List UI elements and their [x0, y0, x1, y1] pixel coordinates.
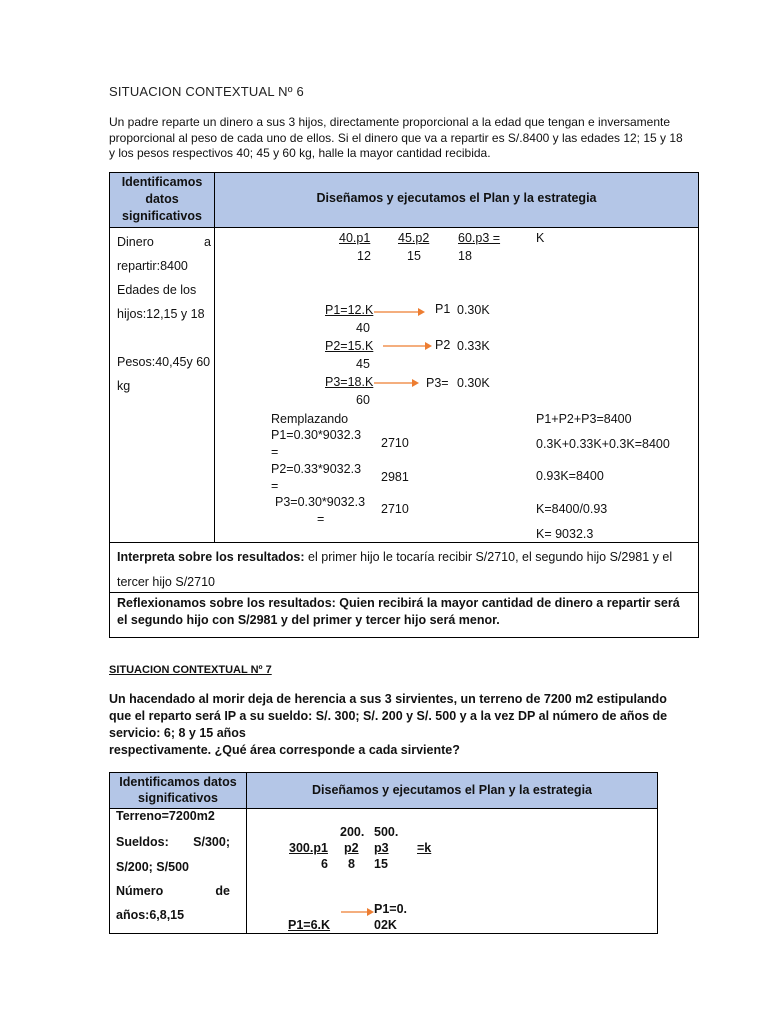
reflexion-label: Reflexionamos sobre los resultados:: [117, 596, 336, 610]
data-ages: Edades de los hijos:12,15 y 18: [117, 283, 205, 321]
s7-frac1-numerator: 300.p1: [289, 841, 328, 855]
section-7-problem-main: Un hacendado al morir deja de herencia a sus 3 sirvientes, un terreno de 7200 m2 estipulando que el reparto será IP a su sueldo: S/. 300; S/. 200 y S/. 500 y a la vez DP al número de años de servicio: 6; 8 y 15 años: [109, 692, 668, 740]
r2-equals: =: [271, 479, 279, 493]
sum-equation-5: K= 9032.3: [536, 527, 594, 541]
s7-equals-k: =k: [417, 841, 432, 855]
table-7-header-left: Identificamos datos significativos: [119, 775, 237, 805]
r3-value: 2710: [381, 502, 409, 516]
sum-equation-4: K=8400/0.93: [536, 502, 608, 516]
sum-equation-1: P1+P2+P3=8400: [536, 412, 632, 426]
interpreta-row: [117, 545, 691, 595]
arrow-right-icon: [383, 340, 433, 352]
section-7-problem: [109, 691, 669, 759]
section-6-title: SITUACION CONTEXTUAL Nº 6: [109, 84, 304, 99]
s7-frac2-denominator: 8: [348, 857, 355, 871]
table-7-header-right: Diseñamos y ejecutamos el Plan y la estrategia: [312, 783, 592, 797]
p3-denominator: 60: [356, 393, 370, 407]
table-6-header-left: Identificamos datos significativos: [121, 175, 203, 223]
r3-expression: P3=0.30*9032.3: [275, 495, 366, 509]
s7-frac2-top: 200.: [340, 825, 365, 839]
s7-frac3-denominator: 15: [374, 857, 388, 871]
reflexion-row: [117, 595, 693, 629]
s7-frac2-numerator: p2: [344, 841, 359, 855]
data-terreno: Terreno=7200m2: [116, 809, 215, 823]
p2-expression: P2=15.K: [325, 339, 374, 353]
section-6-problem: Un padre reparte un dinero a sus 3 hijos, directamente proporcional a la edad que tengan e inversamente proporcional al peso de cada uno de ellos. Si el dinero que va a repartir es S/.8400 y las edades 12; 15 y 18 y los pesos respectivos 40; 45 y 60 kg, halle la mayor cantidad recibida.: [109, 115, 683, 160]
frac2-numerator: 45.p2: [398, 231, 430, 245]
p2-value: 0.33K: [457, 339, 490, 353]
arrow-right-icon: [374, 377, 420, 389]
p2-denominator: 45: [356, 357, 370, 371]
interpreta-label: Interpreta sobre los resultados:: [117, 550, 305, 564]
p1-denominator: 40: [356, 321, 370, 335]
section-7-problem-end: respectivamente. ¿Qué área corresponde a cada sirviente?: [109, 743, 460, 757]
s7-p1-result-b: 02K: [374, 918, 397, 932]
data-weights: Pesos:40,45y 60 kg: [117, 355, 211, 393]
r1-value: 2710: [381, 436, 409, 450]
sum-equation-3: 0.93K=8400: [536, 469, 604, 483]
s7-p1-expression: P1=6.K: [288, 918, 331, 932]
reflexion-text: Quien recibirá la mayor cantidad de dinero a repartir será el segundo hijo con S/2981 y del primer y tercer hijo será menor.: [117, 596, 680, 627]
p1-label: P1: [435, 302, 451, 316]
r3-equals: =: [317, 512, 325, 526]
interpreta-text: el primer hijo le tocaría recibir S/2710, el segundo hijo S/2981 y el tercer hijo S/2710: [117, 550, 673, 589]
data-sueldos: Sueldos: S/300;: [116, 835, 230, 849]
frac1-numerator: 40.p1: [339, 231, 371, 245]
s7-frac3-numerator: p3: [374, 841, 389, 855]
data-sueldos-cont: S/200; S/500: [116, 860, 189, 874]
p3-label: P3=: [426, 376, 449, 390]
r1-expression: P1=0.30*9032.3: [271, 428, 362, 442]
r2-value: 2981: [381, 470, 409, 484]
p2-label: P2: [435, 338, 451, 352]
p1-expression: P1=12.K: [325, 303, 374, 317]
arrow-right-icon: [374, 306, 426, 318]
frac2-denominator: 15: [407, 249, 421, 263]
sum-equation-2: 0.3K+0.33K+0.3K=8400: [536, 437, 670, 451]
r2-expression: P2=0.33*9032.3: [271, 462, 362, 476]
r1-equals: =: [271, 445, 279, 459]
arrow-right-icon: [341, 906, 375, 918]
frac1-denominator: 12: [357, 249, 371, 263]
p1-value: 0.30K: [457, 303, 490, 317]
s7-frac3-top: 500.: [374, 825, 399, 839]
data-anios: Número de: [116, 884, 230, 898]
data-anios-cont: años:6,8,15: [116, 908, 185, 922]
constant-k: K: [536, 231, 545, 245]
data-money: Dinero a repartir:8400: [117, 235, 211, 273]
remplazando-label: Remplazando: [271, 412, 349, 426]
s7-p1-result-a: P1=0.: [374, 902, 408, 916]
s7-frac1-denominator: 6: [321, 857, 328, 871]
p3-value: 0.30K: [457, 376, 490, 390]
section-7-title: SITUACION CONTEXTUAL Nº 7: [109, 664, 272, 676]
table-6-header-right: Diseñamos y ejecutamos el Plan y la estrategia: [316, 191, 597, 205]
p3-expression: P3=18.K: [325, 375, 374, 389]
frac3-denominator: 18: [458, 249, 472, 263]
frac3-numerator: 60.p3 =: [458, 231, 501, 245]
